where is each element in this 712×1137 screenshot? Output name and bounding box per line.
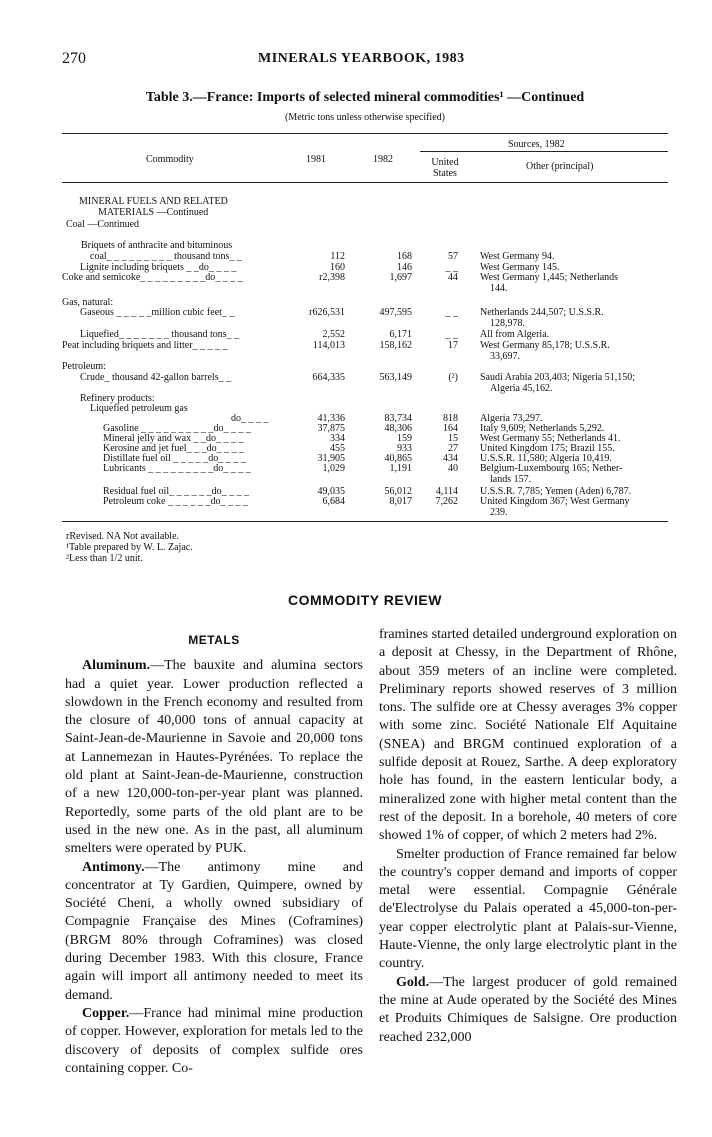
row-label: Petroleum coke _ _ _ _ _ _do_ _ _ _	[103, 496, 248, 507]
gold-title: Gold.	[396, 974, 430, 990]
right-column	[379, 626, 677, 1047]
value-1981: 112	[330, 251, 345, 262]
other-text: West Germany 145.	[480, 262, 560, 273]
value-us: 434	[443, 453, 458, 464]
other-text: Saudi Arabia 203,403; Nigeria 51,150;	[480, 372, 635, 383]
antimony-body: —The antimony mine and concentrator at Ty Gardien, Quimpere, owned by Société Cheni, a wholly owned subsidiary of Compagnie Française des Mines (Coframines) (BRGM 80% through Coframines) was closed during December 1983. With this closure, France again will import all antimony needed to meet its demand.	[65, 859, 363, 1003]
antimony-paragraph	[65, 859, 363, 1005]
row-label: Lignite including briquets _ _do_ _ _ _	[80, 262, 237, 273]
value-1982: 6,171	[389, 329, 412, 340]
col-header-commodity: Commodity	[146, 154, 194, 165]
other-text: West Germany 55; Netherlands 41.	[480, 433, 621, 444]
page-number: 270	[62, 50, 86, 67]
gold-paragraph	[379, 974, 677, 1047]
value-us: 44	[448, 272, 458, 283]
value-1982: 159	[397, 433, 412, 444]
value-1981: 455	[330, 443, 345, 454]
copper-title: Copper.	[82, 1005, 130, 1021]
value-1981: 334	[330, 433, 345, 444]
other-continuation: 144.	[490, 283, 508, 294]
table-title: Table 3.—France: Imports of selected mineral commodities¹ —Continued	[145, 90, 585, 105]
other-text: Italy 9,609; Netherlands 5,292.	[480, 423, 605, 434]
value-us: (²)	[448, 372, 458, 383]
row-label: Coke and semicoke_ _ _ _ _ _ _ _ _do_ _ _ _	[62, 272, 243, 283]
row-label: Peat including briquets and litter_ _ _ _ _	[62, 340, 228, 351]
footnote-prepared: ¹Table prepared by W. L. Zajac.	[66, 542, 193, 553]
other-continuation: 239.	[490, 507, 508, 518]
value-1981: 114,013	[312, 340, 345, 351]
other-sources	[480, 272, 670, 294]
value-1982: 1,697	[389, 272, 412, 283]
other-sources	[480, 307, 670, 329]
copper-paragraph	[65, 1005, 363, 1078]
value-1981: 160	[330, 262, 345, 273]
value-1982: 168	[397, 251, 412, 262]
aluminum-body: —The bauxite and alumina sectors had a quiet year. Lower production reflected a slowdown in the French economy and resulted from the closure of 40,000 tons of annual capacity at Saint-Jean-de-Maurienne in Savoie and 20,000 tons at Lannemezan in Hautes-Pyrénées. To replace the old plant at Saint-Jean-de-Maurienne, construction of a new 120,000-ton-per-year plant was planned. Reportedly, some parts of the old plant are to be used in the new one. As in the past, all aluminum smelters were operated by PUK.	[65, 658, 363, 857]
value-1981: 2,552	[322, 329, 345, 340]
left-column	[65, 626, 363, 1078]
other-text: Netherlands 244,507; U.S.S.R.	[480, 307, 604, 318]
us-line1: United	[431, 157, 459, 168]
value-us: _ _	[445, 307, 458, 318]
section-line2: MATERIALS —Continued	[98, 207, 209, 218]
other-continuation: 128,978.	[490, 318, 525, 329]
row-label: do_ _ _ _	[231, 413, 269, 424]
section-line1: MINERAL FUELS AND RELATED	[79, 196, 228, 207]
other-text: Belgium-Luxembourg 165; Nether-	[480, 463, 623, 474]
row-label: Residual fuel oil_ _ _ _ _ _do_ _ _ _	[103, 486, 250, 497]
value-1981: 6,684	[322, 496, 345, 507]
other-text: All from Algeria.	[480, 329, 550, 340]
row-label: Gasoline _ _ _ _ _ _ _ _ _ _do_ _ _ _	[103, 423, 252, 434]
us-line2: States	[433, 168, 457, 179]
value-us: 7,262	[435, 496, 458, 507]
other-text: West Germany 1,445; Netherlands	[480, 272, 619, 283]
coal-group: Coal —Continued	[66, 219, 140, 230]
running-title: MINERALS YEARBOOK, 1983	[258, 51, 465, 66]
col-header-sources: Sources, 1982	[508, 139, 565, 150]
other-sources	[480, 463, 670, 485]
value-1981: 31,905	[317, 453, 345, 464]
other-text: United Kingdom 367; West Germany	[480, 496, 630, 507]
refinery-label: Refinery products:	[80, 393, 155, 404]
section-title: COMMODITY REVIEW	[288, 592, 442, 608]
briquets-label: Briquets of anthracite and bituminous	[81, 240, 233, 251]
copper-continuation: framines started detailed underground exploration on a deposit at Chessy, in the Department of Rhône, about 359 meters of an incline were completed. Preliminary reports showed reserves of 3 million tons. The sulfide ore at Chessy averages 3% copper with some zinc. Société Nationale Elf Aquitaine (SNEA) and BRGM continued exploration of a sulfide deposit at Rouez, Sarthe. A deep exploratory hole has found, in the eastern lenticular body, a mineralized zone with higher metal content than the rest of the deposit. In a borehole, 40 meters of core showed 1% of copper, of which 2 meters had 2%.	[379, 627, 677, 844]
other-sources	[480, 251, 670, 262]
value-1981: r626,531	[309, 307, 345, 318]
footnote-less-than: ²Less than 1/2 unit.	[66, 553, 143, 564]
value-us: 57	[448, 251, 458, 262]
row-label: Kerosine and jet fuel_ _ _do_ _ _ _	[103, 443, 245, 454]
value-us: 164	[443, 423, 458, 434]
value-us: _ _	[445, 329, 458, 340]
value-1982: 56,012	[384, 486, 412, 497]
header-bottom-rule	[62, 182, 668, 183]
value-1981: 1,029	[322, 463, 345, 474]
other-continuation: lands 157.	[490, 474, 532, 485]
row-label: Distillate fuel oil _ _ _ _ _do_ _ _ _	[103, 453, 246, 464]
other-sources	[480, 372, 670, 394]
sources-rule	[420, 151, 668, 152]
col-header-1981: 1981	[306, 154, 326, 165]
value-us: 818	[443, 413, 458, 424]
col-header-1982: 1982	[373, 154, 393, 165]
aluminum-title: Aluminum.	[82, 658, 151, 674]
row-label: Mineral jelly and wax _ _do_ _ _ _	[103, 433, 244, 444]
value-1982: 933	[397, 443, 412, 454]
footnote-revised: rRevised. NA Not available.	[66, 531, 180, 542]
row-label: Gaseous _ _ _ _ _million cubic feet_ _	[80, 307, 235, 318]
other-continuation: Algeria 45,162.	[490, 383, 553, 394]
value-1982: 497,595	[379, 307, 412, 318]
value-1981: 664,335	[312, 372, 345, 383]
value-1982: 40,865	[384, 453, 412, 464]
gold-body: —The largest producer of gold remained the mine at Aude operated by the Société des Mines et Produits Chimiques de Salsigne. Ore production reached 232,000	[379, 974, 677, 1045]
other-text: U.S.S.R. 11,580; Algeria 10,419.	[480, 453, 612, 464]
value-us: 4,114	[435, 486, 458, 497]
value-1982: 8,017	[389, 496, 412, 507]
lpg-label: Liquefied petroleum gas	[90, 403, 188, 414]
value-1981: 37,875	[317, 423, 345, 434]
gas-group: Gas, natural:	[62, 297, 114, 308]
row-label: Liquefied_ _ _ _ _ _ _ thousand tons_ _	[80, 329, 240, 340]
value-us: 27	[448, 443, 458, 454]
value-1982: 83,734	[384, 413, 412, 424]
table-subtitle: (Metric tons unless otherwise specified)	[285, 112, 445, 123]
other-sources	[480, 329, 670, 340]
col-header-united-states	[426, 157, 464, 179]
value-1982: 563,149	[379, 372, 412, 383]
aluminum-paragraph	[65, 657, 363, 858]
value-1982: 48,306	[384, 423, 412, 434]
smelter-paragraph: Smelter production of France remained far below the country's copper demand and imports of copper metal were essential. Compagnie Générale de'Electrolyse du Palais operated a 45,000-ton-per-year copper electrolytic plant at Palais-sur-Vienne, Haute-Vienne, the only large electrolytic plant in the country.	[379, 846, 677, 972]
copper-body: —France had minimal mine production of copper. However, exploration for metals led to the discovery of deposits of complex sulfide ores containing copper. Co-	[65, 1005, 363, 1076]
antimony-title: Antimony.	[82, 859, 145, 875]
other-text: West Germany 85,178; U.S.S.R.	[480, 340, 610, 351]
metals-heading: METALS	[188, 633, 240, 647]
other-text: Algeria 73,297.	[480, 413, 543, 424]
page-header	[62, 50, 668, 70]
value-us: 17	[448, 340, 458, 351]
value-1982: 158,162	[379, 340, 412, 351]
value-1982: 146	[397, 262, 412, 273]
value-us: 15	[448, 433, 458, 444]
table-top-rule	[62, 133, 668, 134]
other-text: U.S.S.R. 7,785; Yemen (Aden) 6,787.	[480, 486, 632, 497]
other-sources	[480, 496, 670, 518]
col-header-other: Other (principal)	[526, 161, 594, 172]
other-sources	[480, 340, 670, 362]
row-label: Lubricants _ _ _ _ _ _ _ _ _do_ _ _ _	[103, 463, 251, 474]
value-us: _ _	[445, 262, 458, 273]
row-label: Crude_ thousand 42-gallon barrels_ _	[80, 372, 232, 383]
other-text: United Kingdom 175; Brazil 155.	[480, 443, 615, 454]
other-text: West Germany 94.	[480, 251, 555, 262]
other-continuation: 33,697.	[490, 351, 520, 362]
petroleum-group: Petroleum:	[62, 361, 106, 372]
value-1981: r2,398	[319, 272, 345, 283]
value-1981: 49,035	[317, 486, 345, 497]
value-1981: 41,336	[317, 413, 345, 424]
table-bottom-rule	[62, 521, 668, 522]
row-label: coal_ _ _ _ _ _ _ _ _ thousand tons_ _	[90, 251, 242, 262]
value-1982: 1,191	[389, 463, 412, 474]
value-us: 40	[448, 463, 458, 474]
